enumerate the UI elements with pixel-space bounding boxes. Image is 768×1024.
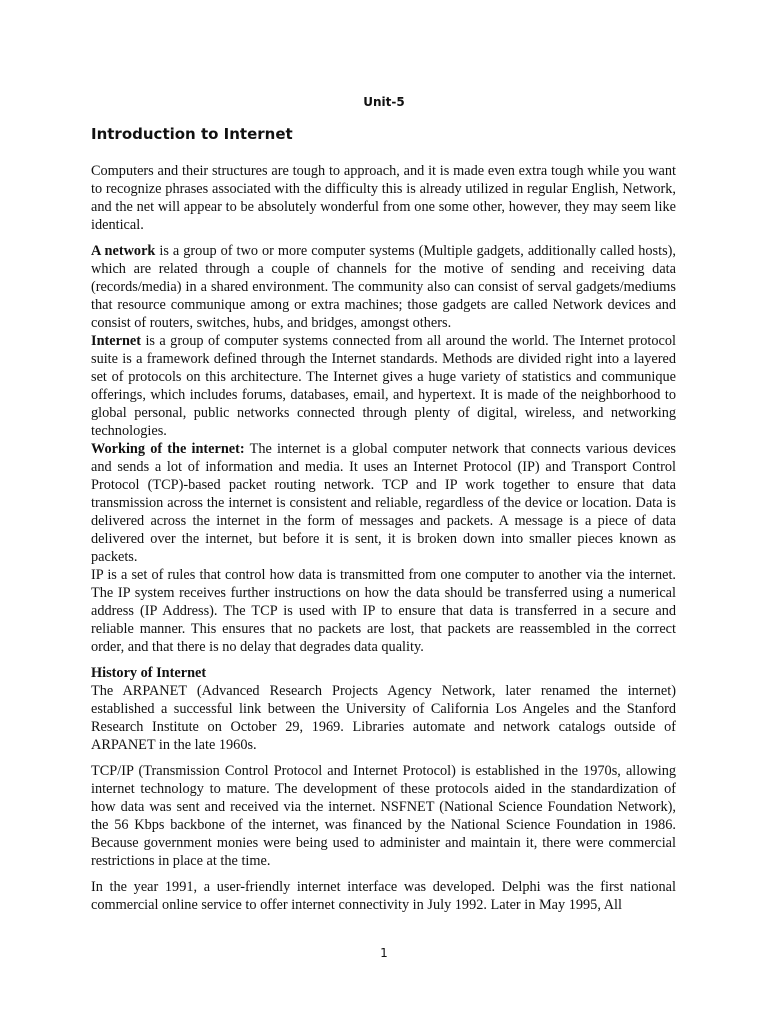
intro-paragraph: Computers and their structures are tough to approach, and it is made even extra tough while you want to recognize phrases associated with the difficulty this is already utilized in regular English, Network, and the net will appear to be absolutely wonderful from one some other, however, they may seem like identical. — [91, 163, 676, 233]
history-heading: History of Internet — [91, 665, 207, 681]
year-1991-paragraph: In the year 1991, a user-friendly internet interface was developed. Delphi was the first national commercial online service to offer internet connectivity in July 1992. Later in May 1995, All — [91, 879, 676, 913]
page-number: 1 — [380, 946, 388, 960]
page-title: Introduction to Internet — [91, 125, 293, 143]
internet-text: is a group of computer systems connected from all around the world. The Internet protocol suite is a framework defined through the Internet standards. Methods are divided right into a layered set of protocols on this architecture. The Internet gives a huge variety of statistics and communique offerings, which includes forums, databases, email, and hypertext. It is made of the neighborhood to global personal, public networks connected through plenty of digital, wireless, and networking technologies. — [91, 333, 676, 439]
unit-label: Unit-5 — [363, 95, 405, 109]
document-body — [91, 162, 676, 914]
network-term: A network — [91, 243, 156, 259]
internet-term: Internet — [91, 333, 142, 349]
network-paragraph — [91, 242, 676, 332]
internet-paragraph — [91, 332, 676, 440]
arpanet-paragraph: The ARPANET (Advanced Research Projects Agency Network, later renamed the internet) established a successful link between the University of California Los Angeles and the Stanford Research Institute on October 29, 1969. Libraries automate and network catalogs outside of ARPANET in the late 1960s. — [91, 683, 676, 753]
working-text: The internet is a global computer network that connects various devices and sends a lot of information and media. It uses an Internet Protocol (IP) and Transport Control Protocol (TCP)-based packet routing network. TCP and IP work together to ensure that data transmission across the internet is consistent and reliable, regardless of the device or location. Data is delivered across the internet in the form of messages and packets. A message is a piece of data delivered over the internet, but before it is sent, it is broken down into smaller pieces known as packets. — [91, 441, 676, 565]
tcpip-paragraph: TCP/IP (Transmission Control Protocol and Internet Protocol) is established in the 1970s, allowing internet technology to mature. The development of these protocols aided in the standardization of how data was sent and received via the internet. NSFNET (National Science Foundation Network), the 56 Kbps backbone of the internet, was financed by the National Science Foundation in 1986. Because government monies were being used to administer and maintain it, there were commercial restrictions in place at the time. — [91, 763, 676, 869]
working-paragraph — [91, 440, 676, 566]
network-text: is a group of two or more computer systems (Multiple gadgets, additionally called hosts), which are related through a couple of channels for the motive of sending and receiving data (records/media) in a shared environment. The community also can consist of serval gadgets/mediums that resource communique among or extra machines; those gadgets are called Network devices and consist of routers, switches, hubs, and bridges, amongst others. — [91, 243, 676, 331]
ip-paragraph: IP is a set of rules that control how data is transmitted from one computer to another via the internet. The IP system receives further instructions on how the data should be transferred using a numerical address (IP Address). The TCP is used with IP to ensure that data is transferred in a secure and reliable manner. This ensures that no packets are lost, that packets are reassembled in the correct order, and that there is no delay that degrades data quality. — [91, 567, 676, 655]
working-term: Working of the internet: — [91, 441, 245, 457]
